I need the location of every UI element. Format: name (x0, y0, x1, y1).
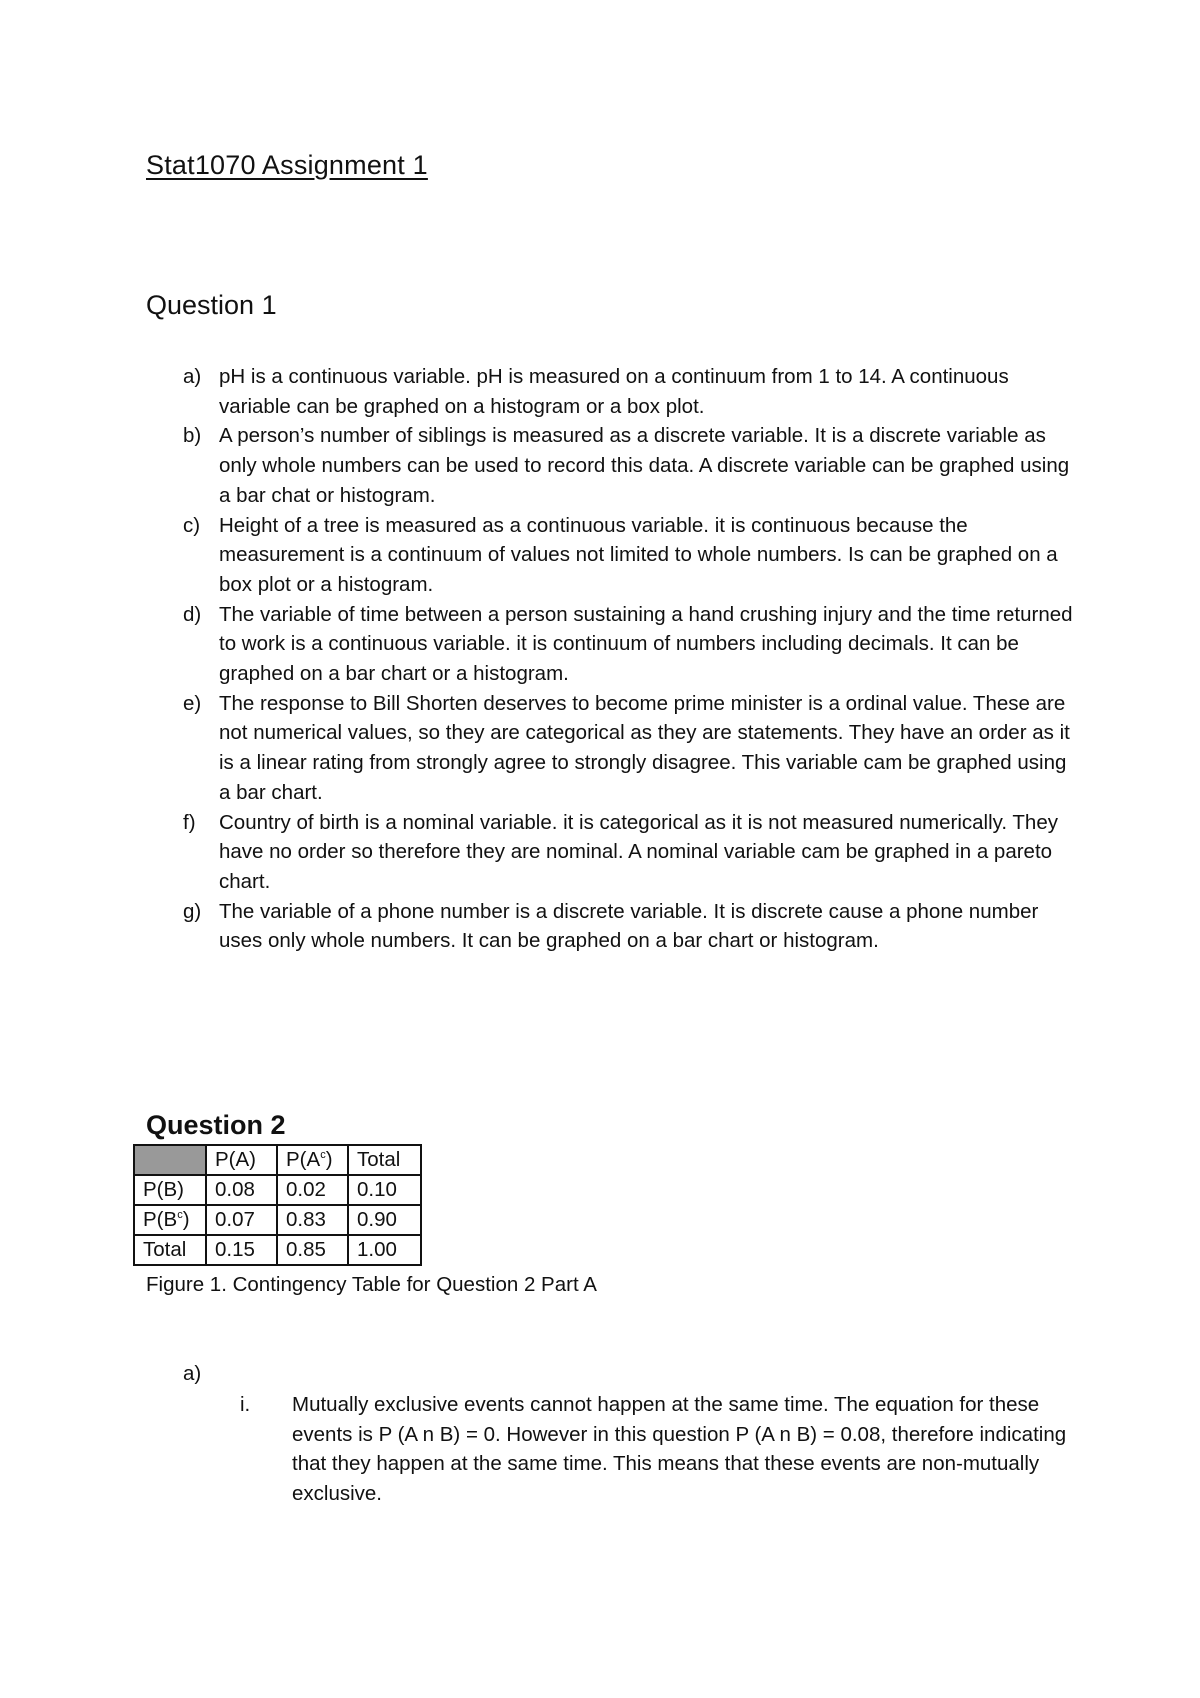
table-cell: 0.90 (348, 1205, 421, 1235)
table-header-row (134, 1145, 421, 1175)
list-item (146, 600, 1076, 689)
figure-caption: Figure 1. Contingency Table for Question 2 Part A (146, 1273, 597, 1296)
row-label-base: Total (143, 1238, 187, 1261)
list-item (146, 808, 1076, 897)
answer-text: The variable of time between a person sustaining a hand crushing injury and the time returned to work is a continuous variable. it is continuum of numbers including decimals. It can be graphed on a bar chart or a histogram. (219, 602, 1073, 686)
table-cell: 0.85 (277, 1235, 348, 1265)
list-item (146, 362, 1076, 421)
list-item (146, 421, 1076, 510)
answer-text: Country of birth is a nominal variable. it is categorical as it is not measured numerically. They have no order so therefore they are nominal. A nominal variable cam be graphed in a pareto chart. (219, 810, 1058, 893)
table-row (134, 1205, 421, 1235)
list-item (146, 511, 1076, 600)
question-2-part-a-label: a) (183, 1362, 202, 1385)
answer-text: The response to Bill Shorten deserves to become prime minister is a ordinal value. These are not numerical values, so they are categorical as they are statements. They have an order as it is a linear rating from strongly agree to strongly disagree. This variable cam be graphed using a bar chart. (219, 691, 1070, 804)
answer-text: Mutually exclusive events cannot happen at the same time. The equation for these events is P (A n B) = 0. However in this question P (A n B) = 0.08, therefore indicating that they happen at the same time. This means that these events are non-mutually exclusive. (292, 1393, 1067, 1506)
table-row (134, 1235, 421, 1265)
answer-text: A person’s number of siblings is measured as a discrete variable. It is a discrete variable as only whole numbers can be used to record this data. A discrete variable can be graphed using a bar chat or histogram. (219, 424, 1070, 507)
table-cell: 0.07 (206, 1205, 277, 1235)
header-pac-sup: c (320, 1149, 326, 1161)
table-cell: 0.10 (348, 1175, 421, 1205)
header-cell-pac (277, 1145, 348, 1175)
answer-text: pH is a continuous variable. pH is measured on a continuum from 1 to 14. A continuous variable can be graphed on a histogram or a box plot. (219, 365, 1009, 418)
list-marker: f) (183, 810, 196, 834)
list-item (146, 897, 1076, 956)
list-marker: b) (183, 424, 202, 448)
answer-text: The variable of a phone number is a discrete variable. It is discrete cause a phone number uses only whole numbers. It can be graphed on a bar chart or histogram. (219, 899, 1039, 953)
list-marker: g) (183, 899, 202, 923)
table-corner-cell (134, 1145, 206, 1175)
list-marker: a) (183, 365, 202, 388)
row-label-base: P(B) (143, 1178, 184, 1201)
row-label-cell (134, 1205, 206, 1235)
question-2-heading: Question 2 (146, 1110, 286, 1140)
list-marker: i. (240, 1393, 251, 1416)
list-item (240, 1390, 1070, 1509)
table-row (134, 1175, 421, 1205)
header-cell-total: Total (348, 1145, 421, 1175)
list-item (146, 689, 1076, 808)
list-marker: c) (183, 513, 201, 537)
list-marker: e) (183, 691, 202, 715)
table-cell: 0.15 (206, 1235, 277, 1265)
contingency-table (133, 1144, 422, 1266)
answer-text: Height of a tree is measured as a continuous variable. it is continuous because the measurement is a continuum of values not limited to whole numbers. Is can be graphed on a box plot or a histogram. (219, 513, 1058, 596)
table-cell: 1.00 (348, 1235, 421, 1265)
row-label-cell (134, 1235, 206, 1265)
row-label-close: ) (182, 1208, 190, 1231)
header-pac-close: ) (325, 1148, 333, 1171)
question-1-answer-list (146, 362, 1076, 956)
question-2-part-a-list (240, 1390, 1070, 1509)
table-cell: 0.08 (206, 1175, 277, 1205)
question-1-heading: Question 1 (146, 290, 277, 320)
header-cell-pa: P(A) (206, 1145, 277, 1175)
header-pac-base: P(A (286, 1148, 321, 1171)
document-title: Stat1070 Assignment 1 (146, 150, 428, 180)
list-marker: d) (183, 602, 202, 626)
row-label-cell (134, 1175, 206, 1205)
row-label-sup: c (177, 1209, 183, 1221)
table-cell: 0.83 (277, 1205, 348, 1235)
row-label-base: P(B (143, 1208, 178, 1231)
table-cell: 0.02 (277, 1175, 348, 1205)
